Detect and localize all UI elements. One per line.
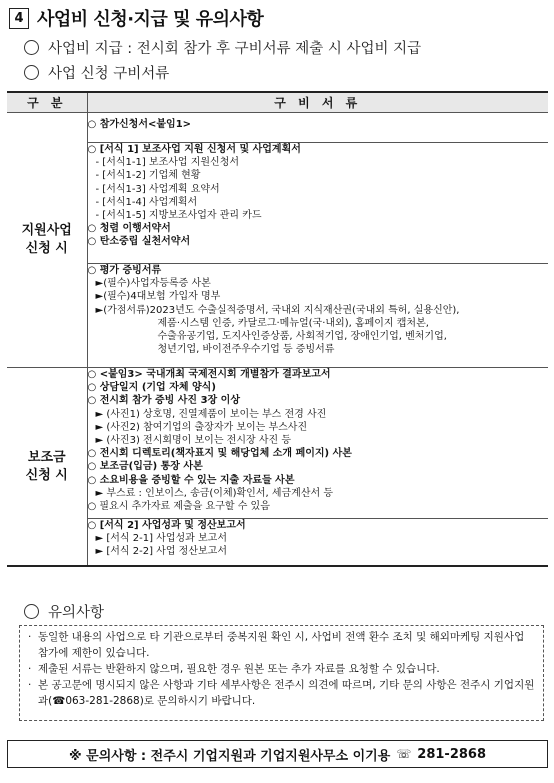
notice-item: · 동일한 내용의 사업으로 타 기관으로부터 중복지원 확인 시, 사업비 전액 환수 조치 및 해외마케팅 지원사업 참가에 제한이 있습니다.: [28, 631, 525, 659]
subsidy-cell-reports: ○ <붙임3> 국내개최 국제전시회 개별참가 결과보고서 ○ 상담일지 (기업 자체 양식) ○ 전시회 참가 증빙 사진 3장 이상 ► (사진1) 상호명, 진열제품이 보이는 부스 전경 사진 ► (사진2) 참여기업의 출장자가 보이는 부스사진 ► (사진3) 전시회명이 보이는 전시장 사진 등 ○ 전시회 디렉토리(책자표지 및 해당업체 소개 페이지) 사본 ○ 보조금(입금) 통장 사본 ○ 소요비용을 증빙할 수 있는 지출 자료들 사본 ► 부스료 : 인보이스, 송금(이체)확인서, 세금계산서 등 ○ 필요시 추가자료 제출을 요구할 수 있음: [87, 368, 548, 519]
section-number-box: 4: [9, 8, 29, 29]
notice-heading: 유의사항: [24, 601, 104, 622]
circle-bullet-icon: [24, 65, 39, 80]
bullet-payment: 사업비 지급 : 전시회 참가 후 구비서류 제출 시 사업비 지급: [24, 37, 421, 58]
contact-box: [7, 740, 548, 768]
header-category: 구 분: [7, 92, 87, 113]
category-subsidy: [7, 368, 87, 567]
notice-item: · 제출된 서류는 반환하지 않으며, 필요한 경우 원본 또는 추가 자료를 요청할 수 있습니다.: [28, 663, 440, 675]
apply-cell-application: ○ 참가신청서<붙임1>: [87, 113, 548, 143]
bullet-required-docs: 사업 신청 구비서류: [24, 62, 169, 83]
dot-bullet-icon: ·: [28, 679, 32, 691]
notice-box: [19, 625, 544, 721]
section-title: [9, 5, 263, 31]
circle-bullet-icon: [24, 604, 39, 619]
subsidy-cell-settlement: ○ [서식 2] 사업성과 및 정산보고서 ► [서식 2-1] 사업성과 보고서 ► [서식 2-2] 사업 정산보고서: [87, 519, 548, 567]
dot-bullet-icon: ·: [28, 631, 32, 643]
section-title-text: 사업비 신청·지급 및 유의사항: [37, 9, 264, 30]
table-row: [7, 113, 548, 143]
table-row: [7, 143, 548, 264]
category-apply: [7, 113, 87, 368]
required-documents-table: [7, 91, 548, 567]
category-subsidy-line1: 보조금: [27, 449, 66, 465]
dot-bullet-icon: ·: [28, 663, 32, 675]
category-subsidy-line2: 신청 시: [25, 467, 68, 483]
apply-cell-forms: ○ [서식 1] 보조사업 지원 신청서 및 사업계획서 - [서식1-1] 보조사업 지원신청서 - [서식1-2] 기업체 현황 - [서식1-3] 사업계획 요약서 - [서식1-4] 사업계획서 - [서식1-5] 지방보조사업자 관리 카드 ○ 청렴 이행서약서 ○ 탄소중립 실천서약서: [87, 143, 548, 264]
contact-label: ※ 문의사항 : 전주시 기업지원과 기업지원사무소 이기용: [68, 748, 391, 764]
circle-bullet-icon: [24, 40, 39, 55]
contact-phone: 281-2868: [417, 746, 486, 762]
category-apply-line2: 신청 시: [25, 241, 68, 256]
apply-cell-evaluation: ○ 평가 증빙서류 ►(필수)사업자등록증 사본 ►(필수)4대보험 가입자 명부 ►(가점서류)2023년도 수출실적증명서, 국내외 지식재산권(국내외 특허, 실용신안), 제품·시스템 인증, 카달로그·메뉴얼(국·내외), 홈페이지 캡처본, 수출유공기업, 도지사인증상품, 사회적기업, 장애인기업, 벤처기업, 청년기업, 바이전주우수기업 등 증빙서류: [87, 264, 548, 368]
header-documents: 구 비 서 류: [87, 92, 548, 113]
table-row: [7, 264, 548, 368]
notice-item: · 본 공고문에 명시되지 않은 사항과 기타 세부사항은 전주시 의견에 따르며, 기타 문의 사항은 전주시 기업지원과(☎063-281-2868)로 문의하시기 바랍니다.: [28, 679, 535, 707]
table-header-row: [7, 92, 548, 113]
category-apply-line1: 지원사업: [21, 223, 72, 238]
table-row: [7, 368, 548, 519]
table-row: [7, 519, 548, 567]
telephone-icon: ☏: [396, 747, 412, 761]
